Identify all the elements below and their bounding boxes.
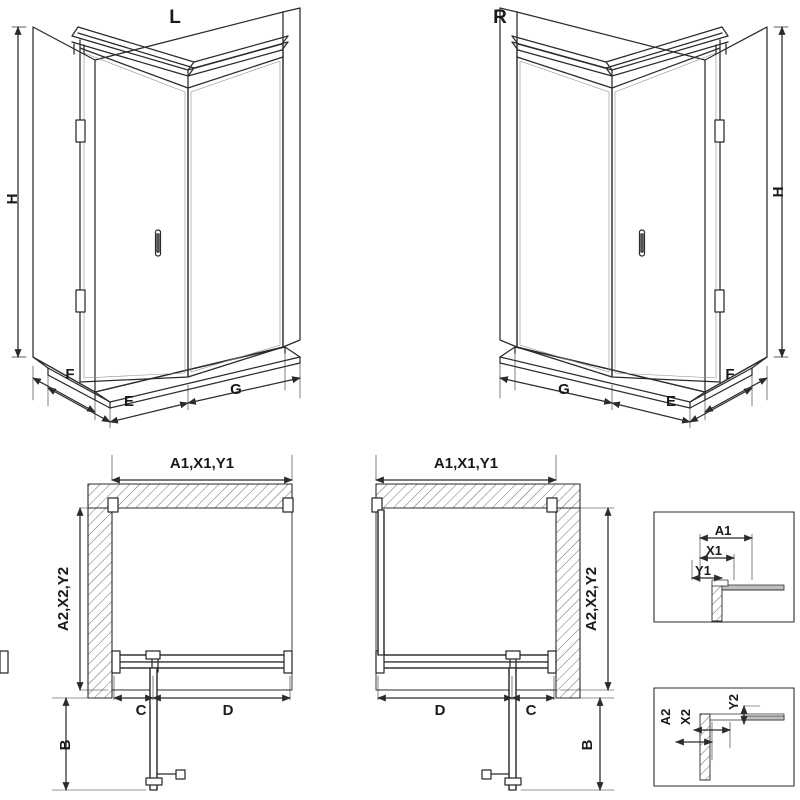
iso-left-dim-bottom — [33, 353, 300, 428]
plan-left-label-left: A2,X2,Y2 — [55, 566, 72, 632]
plan-left-label-c: C — [135, 702, 147, 719]
iso-right-title: R — [493, 7, 507, 28]
plan-left-label-d: D — [222, 702, 234, 719]
iso-right-label-g: G — [558, 381, 570, 398]
plan-right-label-d: D — [434, 702, 446, 719]
plan-right-profiles — [0, 498, 557, 673]
iso-right-label-e: E — [665, 393, 677, 410]
plan-left-dim-cd — [114, 676, 290, 700]
iso-left-label-e: E — [123, 393, 135, 410]
iso-right-door-panel-e — [612, 48, 720, 382]
iso-left-door-panel-e — [80, 48, 188, 382]
plan-right-dim-cd — [378, 676, 554, 700]
detail-bottom-label-a2: A2 — [658, 708, 673, 726]
plan-left-door-swing — [146, 668, 185, 790]
plan-right-label-top: A1,X1,Y1 — [433, 455, 499, 472]
plan-right-label-c: C — [525, 702, 537, 719]
iso-left-door-handle — [156, 230, 161, 256]
plan-left-profiles — [108, 498, 293, 673]
iso-right-door-handle — [640, 230, 645, 256]
detail-view-bottom — [654, 688, 794, 786]
plan-view-left — [52, 455, 293, 790]
plan-left-label-top: A1,X1,Y1 — [169, 455, 235, 472]
iso-right-dim-bottom — [500, 353, 767, 428]
plan-left-label-b: B — [57, 739, 74, 751]
detail-top-label-x1: X1 — [706, 543, 722, 558]
iso-left-dim-height — [12, 27, 26, 357]
iso-left-label-f: F — [65, 366, 75, 383]
iso-right-label-f: F — [725, 366, 735, 383]
plan-right-label-b: B — [579, 739, 596, 751]
iso-right-fixed-panel-g — [517, 57, 612, 377]
iso-left-title: L — [169, 7, 181, 28]
detail-top-label-a1: A1 — [714, 523, 732, 538]
plan-right-label-right: A2,X2,Y2 — [583, 566, 600, 632]
iso-left-label-g: G — [230, 381, 242, 398]
iso-left-label-height: H — [4, 193, 21, 205]
iso-left-return-wall — [283, 8, 300, 347]
iso-left-fixed-panel-g — [188, 57, 283, 377]
iso-right-label-height: H — [770, 186, 787, 198]
iso-view-left — [12, 8, 300, 428]
iso-right-return-wall — [500, 8, 517, 347]
iso-view-right — [500, 8, 788, 428]
detail-bottom-label-y2: Y2 — [726, 694, 741, 710]
detail-bottom-label-x2: X2 — [678, 709, 693, 725]
plan-right-door-swing — [482, 668, 521, 790]
detail-top-label-y1: Y1 — [695, 563, 711, 578]
